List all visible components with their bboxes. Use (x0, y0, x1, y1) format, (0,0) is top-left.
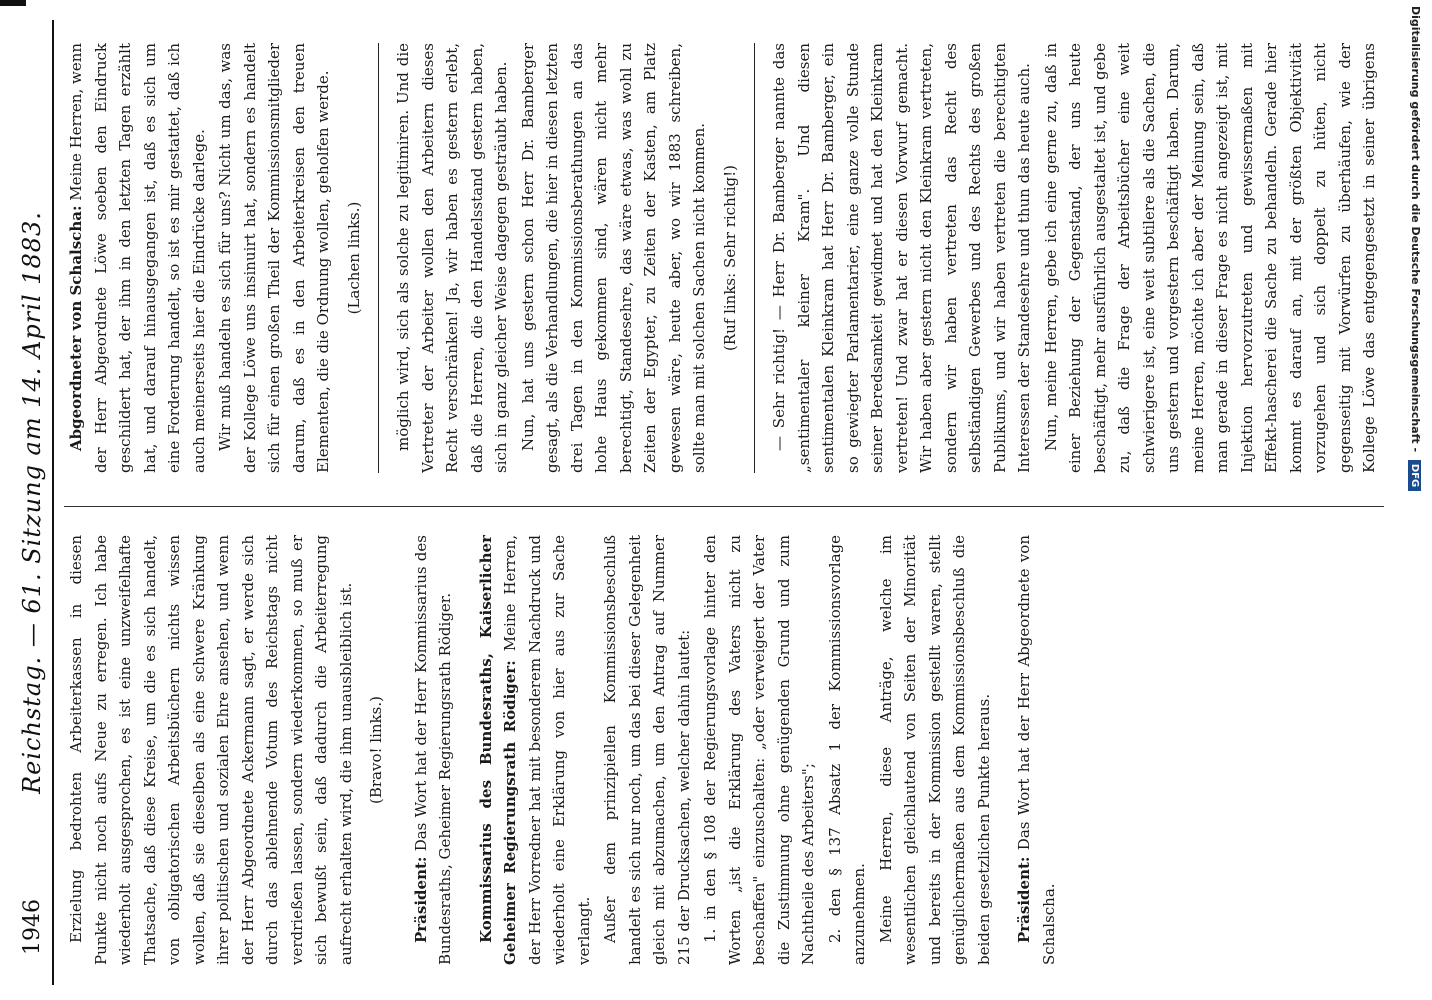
president-statement (1012, 535, 1061, 965)
section-rule (754, 43, 755, 473)
motion-item: 2. den § 137 Absatz 1 der Kommissionsvorlage anzunehmen. (825, 535, 868, 965)
digitization-stamp (1400, 6, 1428, 966)
president-statement (409, 535, 458, 965)
right-column (64, 43, 1384, 473)
motion-item: 1. in den § 108 der Regierungsvorlage hinter den Worten „ist die Erklärung des Vaters nicht zu beschaffen" einzuschalten: „oder verweigert der Vater die Zustimmung ohne genügenden Grund und zum Nachtheile des Arbeiters"; (701, 535, 817, 965)
page-header (12, 20, 54, 985)
paragraph: Erzielung bedrohten Arbeiterkassen in diesen Punkte nicht noch aufs Neue zu erregen. Ich habe wiederholt ausgesprochen, es ist eine unzweifelhafte Thatsache, daß diese Kreise, um die es sich handelt, von obligatorischen Arbeitsbüchern nichts wissen wollen, daß sie dieselben als eine schwere Kränkung ihrer politischen und sozialen Ehre ansehen, und wenn der Herr Abgeordnete Ackermann sagt, er werde sich durch das ablehnende Votum des Reichstags nicht verdrießen lassen, sondern wiederkommen, so muß er sich bewußt sein, daß dadurch die Arbeiterregung aufrecht erhalten wird, die ihm unausbleiblich ist. (67, 535, 355, 965)
paragraph: — Sehr richtig! — Herr Dr. Bamberger nannte das „sentimentaler kleiner Kram". Und diesen sentimentalen Kleinkram hat Herr Dr. Bamberger, ein so gewiegter Parlamentarier, eine ganze volle Stunde seiner Beredsamkeit gewidmet und hat den Kleinkram vertreten! Und zwar hat er diesen Vorwurf gemacht. Wir haben aber gestern nicht den Kleinkram vertreten, sondern wir haben vertreten das Recht des selbständigen Gewerbes und des Rechts des großen Publikums, und wir haben vertreten die berechtigten Interessen der Standesehre und thun das heute auch. (770, 43, 1033, 473)
left-column (64, 535, 1384, 965)
speaker-name: Präsident: (411, 856, 430, 943)
digitization-credit-text: Digitalisierung gefördert durch die Deutsche Forschungsgemeinschaft - (1409, 6, 1422, 453)
paragraph: Außer dem prinzipiellen Kommissionsbeschluß handelt es sich nur noch, um das bei dieser Gelegenheit gleich mit abzumachen, um den Antrag auf Nummer 215 der Drucksachen, welcher dahin lautet: (601, 535, 693, 965)
column-divider (64, 506, 1384, 507)
commissioner-statement (474, 535, 597, 965)
speaker-statement (64, 43, 211, 473)
paragraph: möglich wird, sich als solche zu legitimiren. Und die Vertreter der Arbeiter wollen den Arbeitern dieses Recht verschränken! Ja, wir haben es gestern erlebt, daß die Herren, die den Handelsstand gestern haben, sich in ganz gleicher Weise dagegen gesträubt haben. (394, 43, 510, 473)
digitization-credit (1408, 6, 1422, 491)
speech-text: Meine Herren, der Herr Vorredner hat mit besonderem Nachdruck und wiederholt eine Erklärung von hier aus zur Sache verlangt. (501, 535, 593, 965)
speech-text: Das Wort hat der Herr Abgeordnete von Schalscha. (1015, 535, 1058, 965)
paragraph: Meine Herren, diese Anträge, welche im wesentlichen gleichlautend von Seiten der Minorität und bereits in der Kommission gestellt waren, stellt genüglichermaßen aus dem Kommissionsbeschluß die beiden gesetzlichen Punkte heraus. (876, 535, 993, 965)
reaction: (Bravo! links.) (367, 696, 385, 804)
speaker-name: Kommissarius des Bundesraths, Kaiserlicher Geheimer Regierungsrath Rödiger: (476, 535, 519, 965)
speaker-name: Präsident: (1015, 856, 1033, 943)
reaction: (Lachen links.) (344, 201, 363, 315)
section-rule (378, 43, 379, 473)
running-title: Reichstag. — 61. Sitzung am 14. April 1883. (18, 211, 46, 794)
rotated-document-page (12, 20, 1417, 985)
page-number: 1946 (20, 899, 45, 955)
scan-corner-mark (0, 0, 26, 6)
paragraph: Nun, meine Herren, gebe ich eine gerne zu, daß in einer Beziehung der Gegenstand, der uns heute beschäftigt, mehr ausführlich ausgestaltet ist, und gebe zu, daß die Frage der Arbeitsbücher eine weit schwierigere ist, eine weit subtilere als die Sachen, die uns gestern und vorgestern beschäftigt haben. Darum, meine Herren, möchte ich aber der Meinung sein, daß man gerade in dieser Frage es nicht angezeigt ist, mit Injektion hervorzutreten und gewissermaßen mit Effekt-hascherei die Sache zu behandeln. Gerade hier kommt es darauf an, mit der größten Objektivität vorzugehen und sich doppelt zu hüten, nicht gegenseitig mit Vorwürfen zu überhäufen, wie der Kollege Löwe das entgegengesetzt in seiner übrigens (1041, 43, 1378, 473)
paragraph: Nun, hat uns gestern schon Herr Dr. Bamberger gesagt, als die Verhandlungen, die hier in diesen letzten drei Tagen in den Kommissionsberathungen an das hohe Haus gekommen sind, wären nicht mehr berechtigt, Standesehre, das wäre etwas, was wohl zu Zeiten der Egypter, zu Zeiten der Kasten, am Platz gewesen wäre, heute aber, wo wir 1883 schreiben, sollte man mit solchen Sachen nicht kommen. (518, 43, 708, 473)
speaker-name: Abgeordneter von Schalscha: (67, 205, 85, 451)
speech-text: Das Wort hat der Herr Kommissarius des Bundesraths, Geheimer Regierungsrath Rödiger. (411, 535, 454, 965)
speech-text: Meine Herren, wenn der Herr Abgeordnete Löwe soeben den Eindruck geschildert hat, der ihm in den letzten Tagen erzählt hat, und darauf hinausgegangen ist, daß es sich um eine Forderung handelt, so ist es mir gestattet, daß ich auch meinerseits hier die Eindrücke darlege. (67, 43, 208, 473)
dfg-logo: DFG (1408, 460, 1421, 491)
reaction: (Ruf links: Sehr richtig!) (720, 164, 739, 352)
paragraph: Wir muß handeln es sich für uns? Nicht um das, was der Kollege Löwe uns insinuirt hat, sondern es handelt sich für einen großen Theil der Kommissionsmitglieder darum, daß es in den Arbeiterkreisen den treuen Elementen, die die Ordnung wollen, geholfen werde. (216, 43, 332, 473)
